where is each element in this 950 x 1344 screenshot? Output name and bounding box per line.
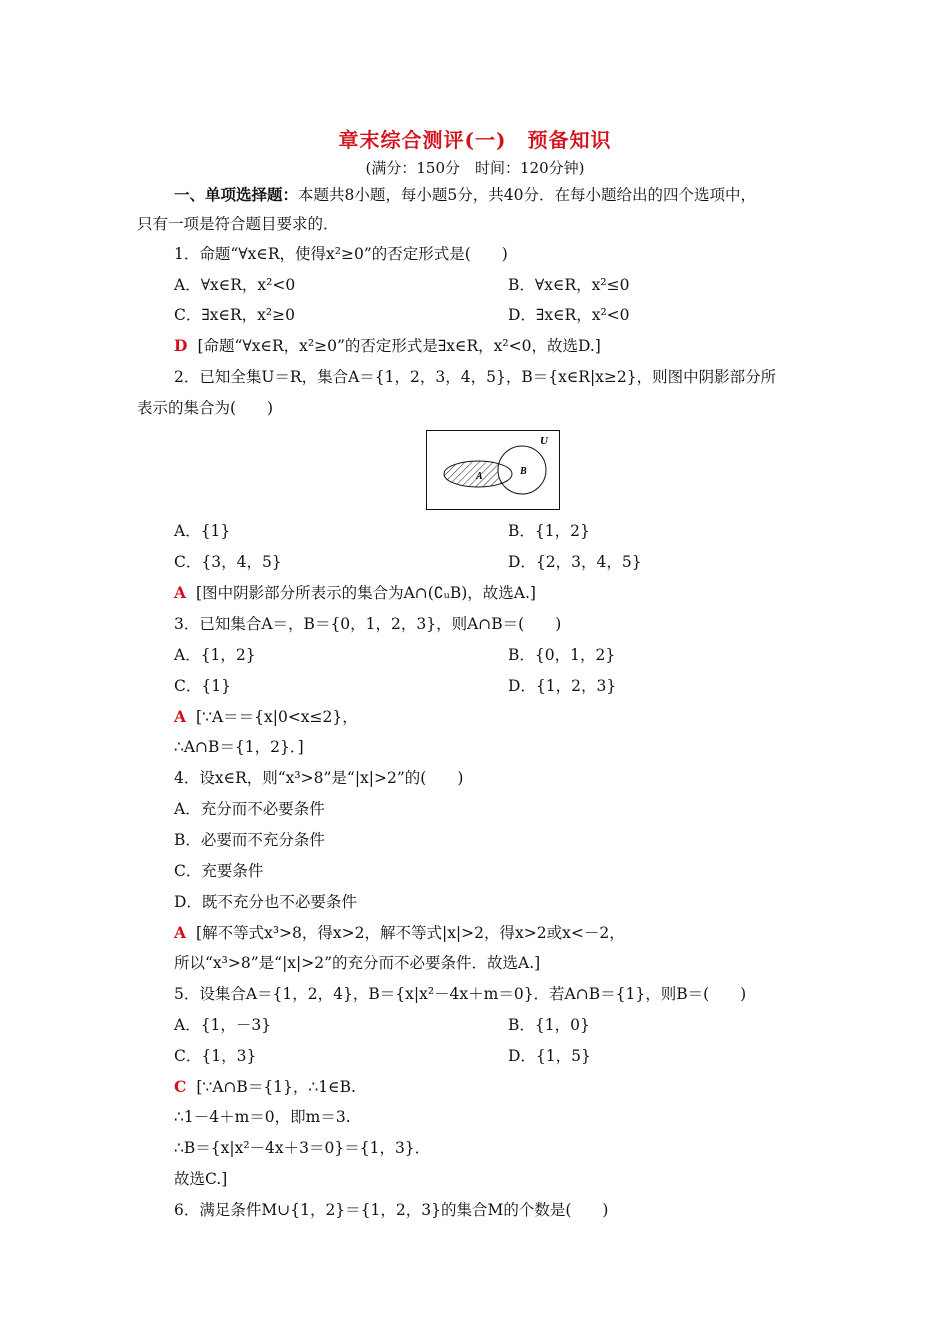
q2-answer: A [174,583,187,602]
q5-explanation-2: ∴1－4＋m＝0，即m＝3. [174,1108,351,1126]
q1-answer: D [174,336,188,355]
q1-option-a: A．∀x∈R，x²<0 [174,276,296,294]
q4-option-b: B．必要而不充分条件 [174,831,325,849]
q2-option-b: B．{1，2} [508,522,590,540]
q4-option-d: D．既不充分也不必要条件 [174,893,357,911]
venn-label-a: A [476,471,483,482]
q5-option-a: A．{1，－3} [174,1016,272,1034]
q2-stem-line-1: 2．已知全集U＝R，集合A＝{1，2，3，4，5}，B＝{x∈R|x≥2}，则图中阴影部分所 [174,368,777,386]
q1-explanation: [命题“∀x∈R，x²≥0”的否定形式是∃x∈R，x²<0，故选D.] [197,337,601,355]
q3-option-b: B．{0，1，2} [508,646,616,664]
q2-option-c: C．{3，4，5} [174,553,282,571]
q2-stem-line-2: 表示的集合为( ) [137,399,274,417]
q3-explanation-2: ∴A∩B＝{1，2}．] [174,738,304,756]
q3-stem: 3．已知集合A＝，B＝{0，1，2，3}，则A∩B＝( ) [174,615,562,633]
section-intro-text: 本题共8小题，每小题5分，共40分．在每小题给出的四个选项中， [298,186,756,204]
q1-option-b: B．∀x∈R，x²≤0 [508,276,630,294]
section-intro-line-2: 只有一项是符合题目要求的． [137,215,339,233]
section-heading: 一、单项选择题： [174,185,299,204]
q1-answer-line [174,336,601,356]
q4-option-c: C．充要条件 [174,862,264,880]
q5-explanation-4: 故选C.] [174,1170,228,1188]
q1-option-d: D．∃x∈R，x²<0 [508,306,630,324]
q5-option-b: B．{1，0} [508,1016,590,1034]
page-title: 章末综合测评(一) 预备知识 [338,128,612,152]
q2-explanation: [图中阴影部分所表示的集合为A∩(∁ᵤB)，故选A.] [196,584,536,602]
q5-stem: 5．设集合A＝{1，2，4}，B＝{x|x²－4x＋m＝0}．若A∩B＝{1}，则B＝( ) [174,985,747,1003]
q4-answer-line [174,923,625,943]
q4-explanation-2: 所以“x³>8”是“|x|>2”的充分而不必要条件．故选A.] [174,954,541,972]
q2-option-a: A．{1} [174,522,231,540]
page-subtitle: (满分：150分 时间：120分钟) [365,159,585,177]
venn-label-u: U [540,435,548,447]
section-intro-line-1 [174,185,756,205]
q3-option-a: A．{1，2} [174,646,256,664]
q1-stem: 1．命题“∀x∈R，使得x²≥0”的否定形式是( ) [174,245,508,263]
q1-option-c: C．∃x∈R，x²≥0 [174,306,295,324]
q2-option-d: D．{2，3，4，5} [508,553,642,571]
q5-explanation-3: ∴B＝{x|x²－4x＋3＝0}＝{1，3}． [174,1139,431,1157]
q4-stem: 4．设x∈R，则“x³>8”是“|x|>2”的( ) [174,769,464,787]
q4-explanation-1: [解不等式x³>8，得x>2，解不等式|x|>2，得x>2或x<－2， [196,924,625,942]
q5-answer: C [174,1077,187,1096]
q3-answer-line [174,707,358,727]
q5-option-c: C．{1，3} [174,1047,257,1065]
q3-option-c: C．{1} [174,677,231,695]
venn-label-b: B [520,466,527,477]
q6-stem: 6．满足条件M∪{1，2}＝{1，2，3}的集合M的个数是( ) [174,1201,609,1219]
q4-answer: A [174,923,187,942]
venn-diagram [426,430,560,510]
q5-explanation-1: [∵A∩B＝{1}，∴1∈B. [196,1078,356,1096]
q2-answer-line [174,583,536,603]
q3-explanation-1: [∵A＝＝{x|0<x≤2}， [196,708,358,726]
q5-option-d: D．{1，5} [508,1047,591,1065]
q5-answer-line [174,1077,356,1097]
q4-option-a: A．充分而不必要条件 [174,800,325,818]
q3-answer: A [174,707,187,726]
q3-option-d: D．{1，2，3} [508,677,617,695]
